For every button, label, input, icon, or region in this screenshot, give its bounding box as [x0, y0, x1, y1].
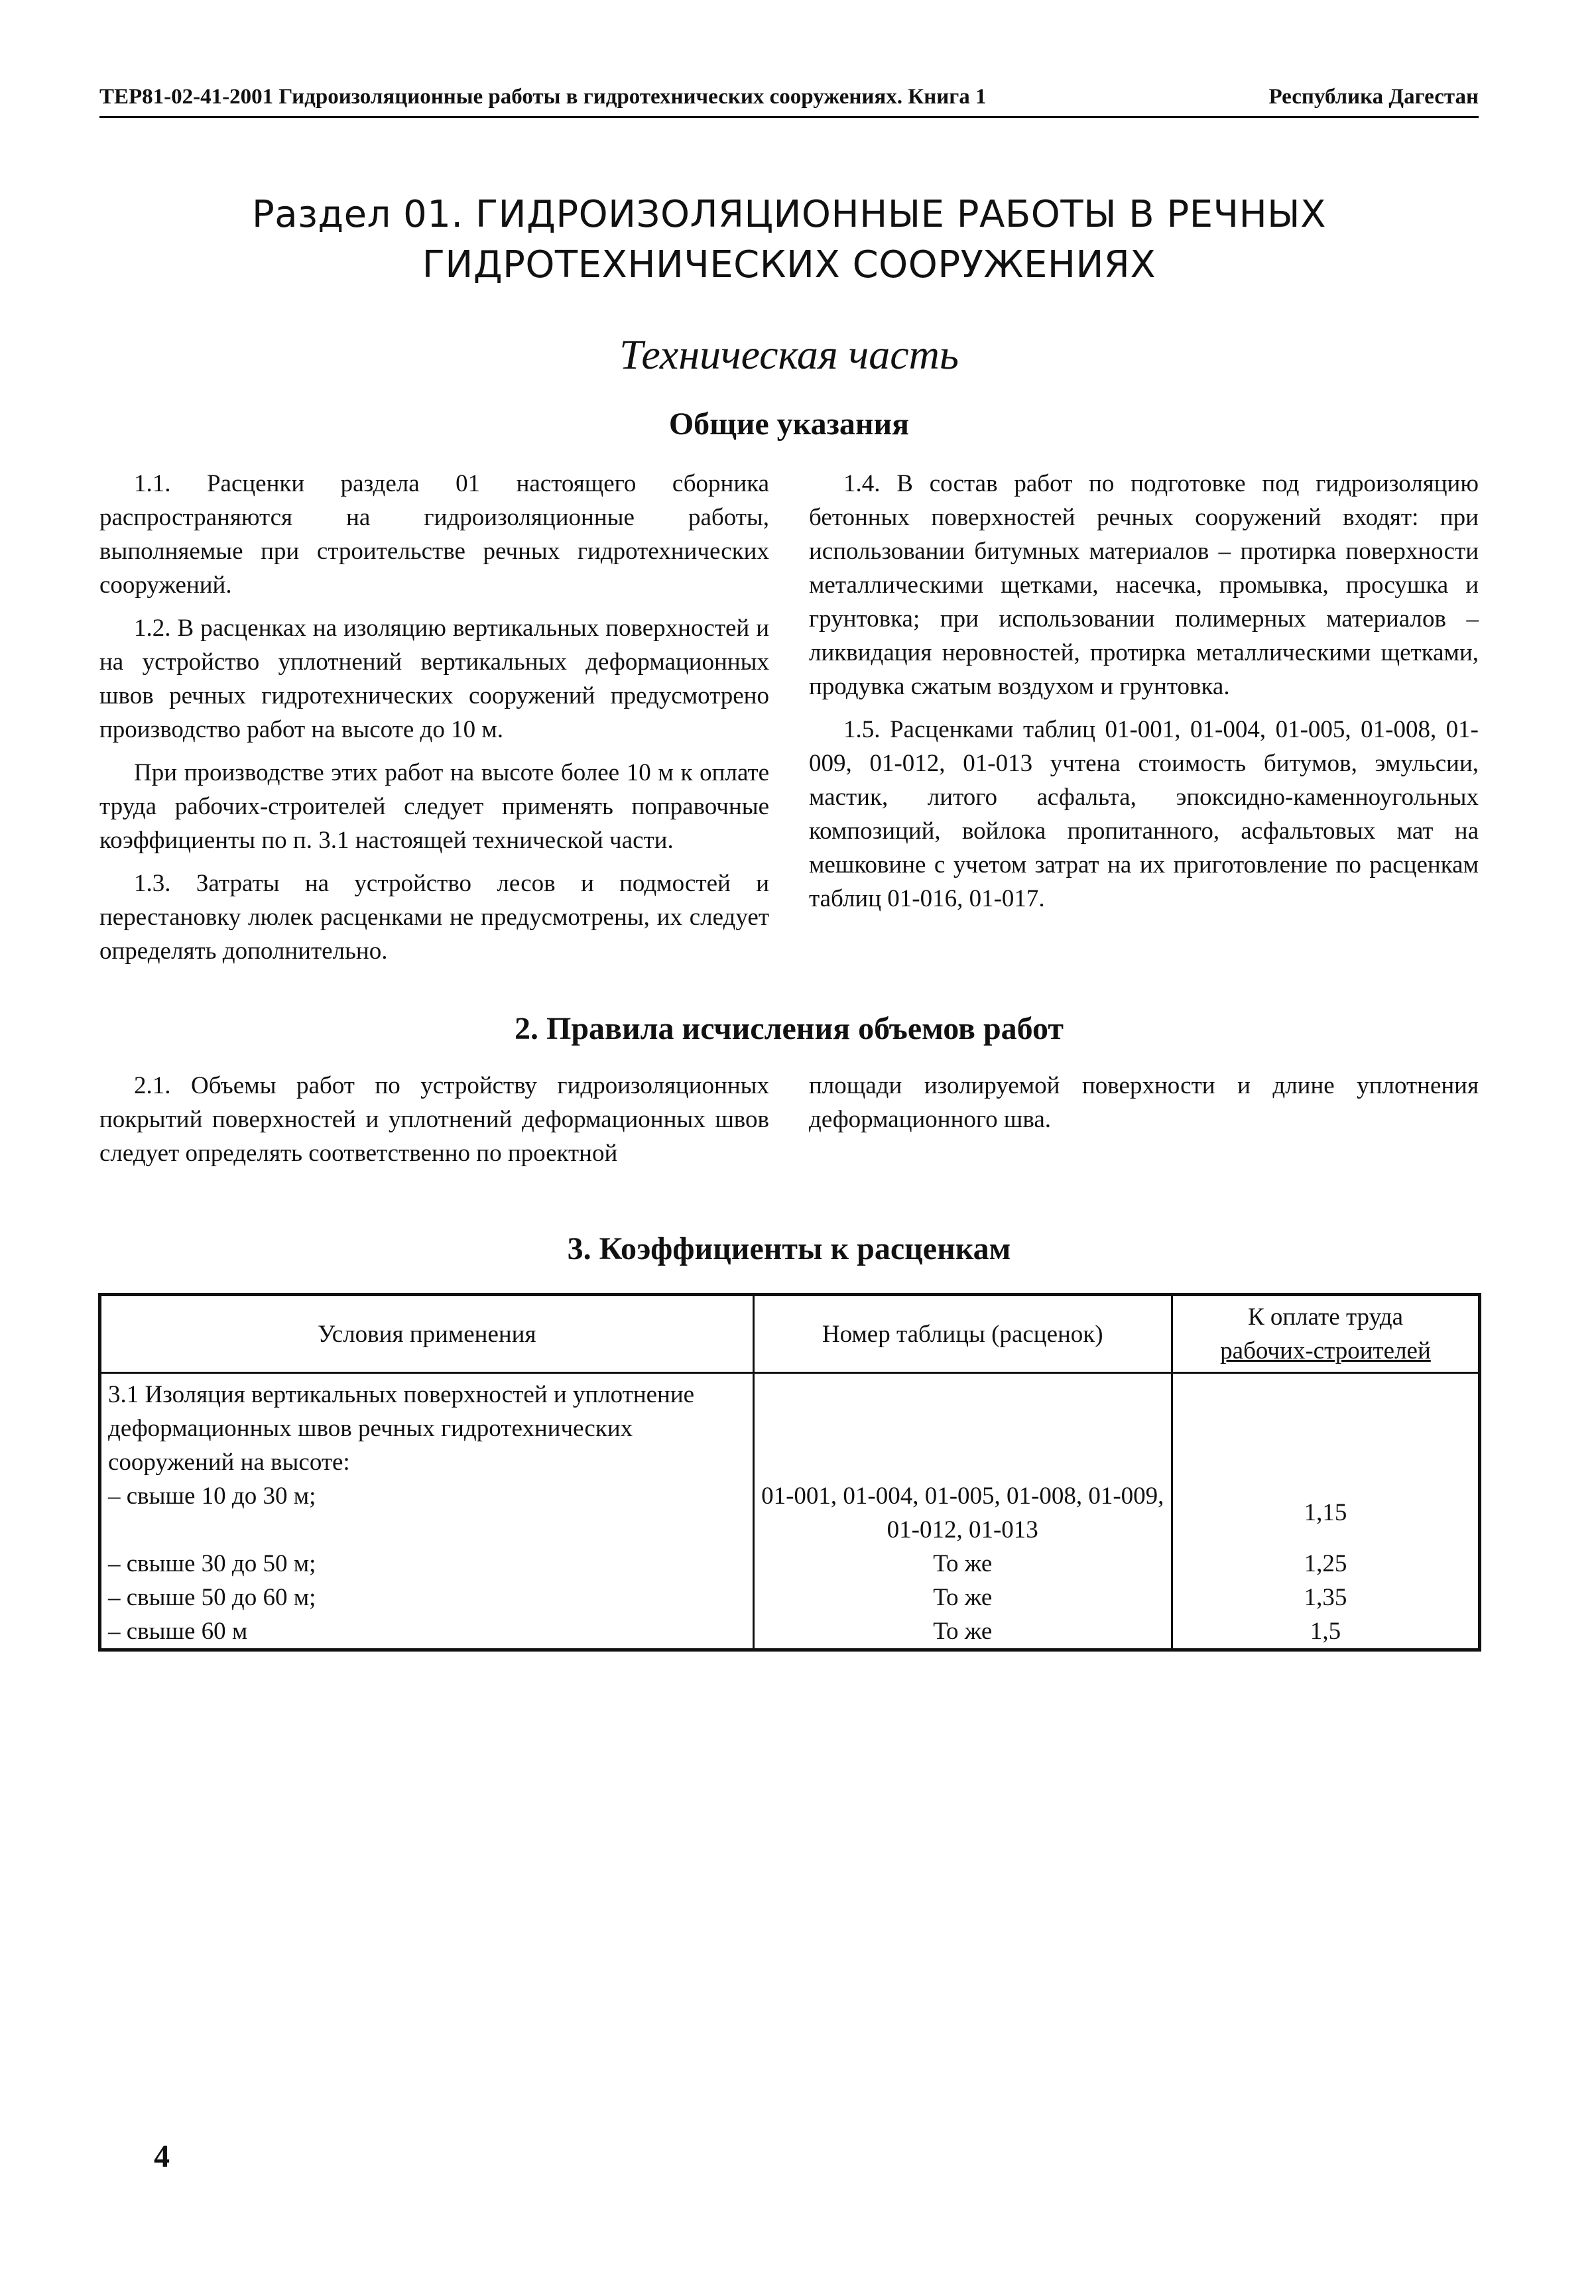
table-row: [100, 1614, 1480, 1650]
paragraph-1-5: 1.5. Расценками таблиц 01-001, 01-004, 01-005, 01-008, 01-009, 01-012, 01-013 учтена стоимость битумов, эмульсии, мастик, литого асфальта, эпоксидно-каменноугольных композиций, войлока пропитанного, асфальтовых мат на мешковине с учетом затрат на их приготовление по расценкам таблиц 01-016, 01-017.: [809, 716, 1479, 912]
section-title-line-2: ГИДРОТЕХНИЧЕСКИХ СООРУЖЕНИЯХ: [422, 243, 1156, 286]
general-left-column: [99, 467, 769, 977]
header-conditions: Условия применения: [100, 1295, 754, 1373]
volume-rules-heading: 2. Правила исчисления объемов работ: [515, 1011, 1064, 1046]
running-header: [99, 85, 1479, 118]
row-1-condition-text: – свыше 10 до 30 м;: [108, 1482, 316, 1510]
row-2-coefficient: 1,25: [1172, 1547, 1479, 1581]
header-pay-line-2: рабочих-строителей: [1220, 1337, 1431, 1364]
paragraph-2-1: 2.1. Объемы работ по устройству гидроизоляционных покрытий поверхностей и уплотнений деформационных швов следует определять соответственно по проектной: [99, 1072, 769, 1167]
row-4-coefficient: 1,5: [1172, 1614, 1479, 1650]
section-title-line-1: Раздел 01. ГИДРОИЗОЛЯЦИОННЫЕ РАБОТЫ В РЕЧНЫХ: [252, 193, 1326, 236]
row-1-coefficient: 1,15: [1172, 1373, 1479, 1547]
page-number: 4: [154, 2139, 170, 2174]
row-1-tables: 01-001, 01-004, 01-005, 01-008, 01-009, 01-012, 01-013: [753, 1373, 1172, 1547]
header-table-number: Номер таблицы (расценок): [753, 1295, 1172, 1373]
section-title: [99, 190, 1479, 290]
row-4-conditions: – свыше 60 м: [100, 1614, 754, 1650]
row-2-conditions: – свыше 30 до 50 м;: [100, 1547, 754, 1581]
table-row: [100, 1547, 1480, 1581]
row-2-tables: То же: [753, 1547, 1172, 1581]
coefficients-table: [98, 1293, 1481, 1652]
table-header-row: [100, 1295, 1480, 1373]
header-region: Республика Дагестан: [1268, 85, 1479, 109]
row-1-conditions: [100, 1373, 754, 1547]
paragraph-1-1: 1.1. Расценки раздела 01 настоящего сборника распространяются на гидроизоляционные работы, выполняемые при строительстве речных гидротехнических сооружений.: [99, 470, 769, 599]
paragraph-1-2: 1.2. В расценках на изоляцию вертикальных поверхностей и на устройство уплотнений вертикальных деформационных швов речных гидротехнических сооружений предусмотрено производство работ на высоте до 10 м.: [99, 615, 769, 743]
table-row: [100, 1581, 1480, 1614]
paragraph-2-1-continued: площади изолируемой поверхности и длине уплотнения деформационного шва.: [809, 1072, 1479, 1133]
conditions-intro: 3.1 Изоляция вертикальных поверхностей и уплотнение деформационных швов речных гидротехнических сооружений на высоте:: [108, 1381, 695, 1476]
header-pay-line-1: К оплате труда: [1247, 1303, 1403, 1331]
paragraph-1-2-continued: При производстве этих работ на высоте более 10 м к оплате труда рабочих-строителей следует применять поправочные коэффициенты по п. 3.1 настоящей технической части.: [99, 759, 769, 854]
coefficients-heading: 3. Коэффициенты к расценкам: [567, 1231, 1011, 1266]
rules-right-column: [809, 1069, 1479, 1146]
table-row: [100, 1373, 1480, 1547]
rules-left-column: [99, 1069, 769, 1179]
paragraph-1-4: 1.4. В состав работ по подготовке под гидроизоляцию бетонных поверхностей речных сооружений входят: при использовании битумных материалов – протирка поверхности металлическими щетками, насечка, промывка, просушка и грунтовка; при использовании полимерных материалов – ликвидация неровностей, протирка металлическими щетками, продувка сжатым воздухом и грунтовка.: [809, 470, 1479, 700]
general-instructions-heading: Общие указания: [668, 406, 910, 442]
paragraph-1-3: 1.3. Затраты на устройство лесов и подмостей и перестановку люлек расценками не предусмотрены, их следует определять дополнительно.: [99, 870, 769, 965]
technical-part-subtitle: Техническая часть: [619, 331, 959, 378]
header-document-title: ТЕР81-02-41-2001 Гидроизоляционные работы в гидротехнических сооружениях. Книга 1: [99, 85, 987, 109]
general-right-column: [809, 467, 1479, 925]
row-3-coefficient: 1,35: [1172, 1581, 1479, 1614]
row-3-conditions: – свыше 50 до 60 м;: [100, 1581, 754, 1614]
row-3-tables: То же: [753, 1581, 1172, 1614]
header-pay-coefficient: [1172, 1295, 1479, 1373]
row-4-tables: То же: [753, 1614, 1172, 1650]
